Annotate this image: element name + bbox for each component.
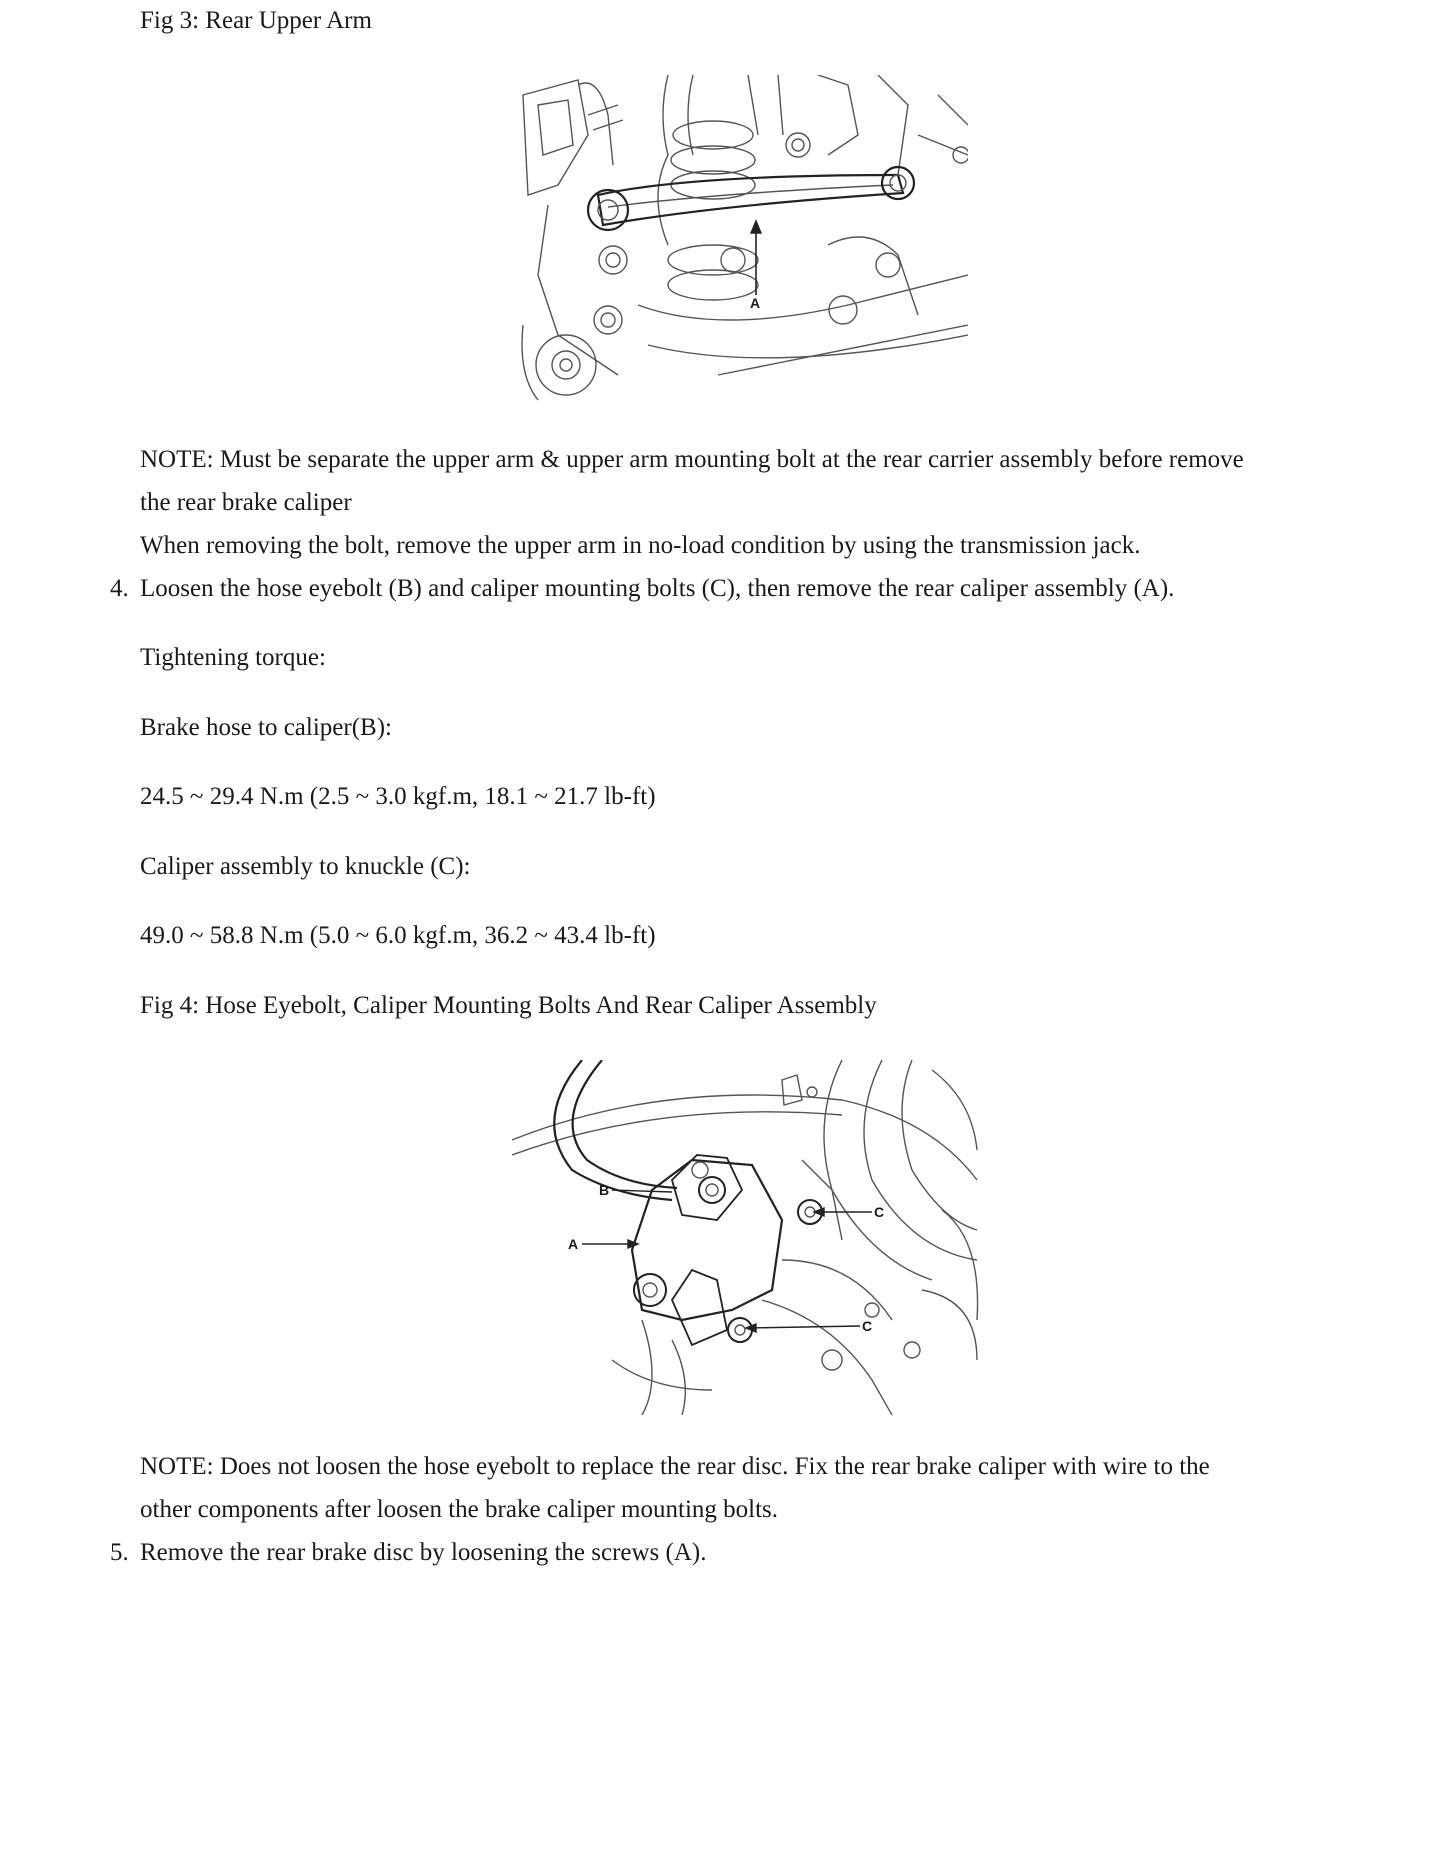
fig4-caption: Fig 4: Hose Eyebolt, Caliper Mounting Bolts And Rear Caliper Assembly bbox=[140, 992, 877, 1019]
fig4-callout-b: B bbox=[599, 1182, 610, 1198]
note1-line2: the rear brake caliper bbox=[140, 489, 352, 516]
step5-number: 5. bbox=[110, 1539, 129, 1566]
note2-line1: NOTE: Does not loosen the hose eyebolt to replace the rear disc. Fix the rear brake caliper with wire to the bbox=[140, 1453, 1210, 1480]
torque-item1-value: 24.5 ~ 29.4 N.m (2.5 ~ 3.0 kgf.m, 18.1 ~ 21.7 lb-ft) bbox=[140, 783, 656, 810]
fig3-callout-a: A bbox=[750, 295, 761, 311]
fig3-caption: Fig 3: Rear Upper Arm bbox=[140, 7, 372, 34]
fig4-callout-a: A bbox=[568, 1236, 579, 1252]
torque-heading: Tightening torque: bbox=[140, 644, 326, 671]
fig4-callout-c1: C bbox=[874, 1204, 885, 1220]
note1-line3: When removing the bolt, remove the upper arm in no-load condition by using the transmission jack. bbox=[140, 532, 1141, 559]
fig4-callout-c2: C bbox=[862, 1318, 873, 1334]
step5-text: Remove the rear brake disc by loosening the screws (A). bbox=[140, 1539, 707, 1566]
step4-text: Loosen the hose eyebolt (B) and caliper mounting bolts (C), then remove the rear caliper assembly (A). bbox=[140, 575, 1175, 602]
torque-item2-value: 49.0 ~ 58.8 N.m (5.0 ~ 6.0 kgf.m, 36.2 ~ 43.4 lb-ft) bbox=[140, 922, 656, 949]
note1-line1: NOTE: Must be separate the upper arm & upper arm mounting bolt at the rear carrier assembly before remove bbox=[140, 446, 1244, 473]
fig4-illustration bbox=[512, 1060, 982, 1415]
note2-line2: other components after loosen the brake caliper mounting bolts. bbox=[140, 1496, 779, 1523]
torque-item2-label: Caliper assembly to knuckle (C): bbox=[140, 853, 471, 880]
step4-number: 4. bbox=[110, 575, 129, 602]
torque-item1-label: Brake hose to caliper(B): bbox=[140, 714, 392, 741]
fig3-illustration bbox=[518, 75, 968, 405]
